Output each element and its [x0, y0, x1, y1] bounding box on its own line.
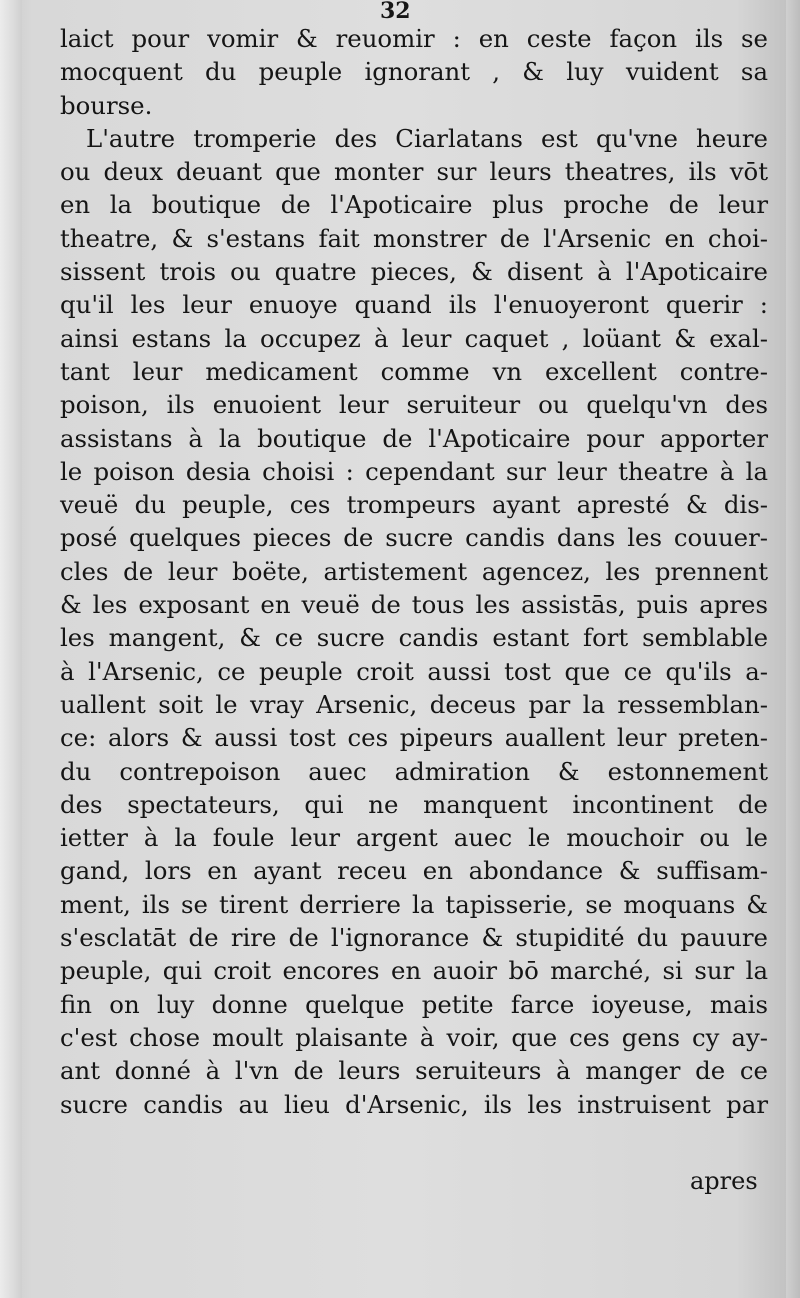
text-line: poison, ils enuoient leur seruiteur ou quelqu'vn des	[60, 390, 768, 420]
text-line: uallent soit le vray Arsenic, deceus par la ressemblan-	[60, 689, 768, 719]
text-line: ant donné à l'vn de leurs seruiteurs à manger de ce	[60, 1056, 768, 1086]
text-line: posé quelques pieces de sucre candis dans les couuer-	[60, 523, 768, 553]
body-text	[60, 22, 768, 1121]
text-line: ietter à la foule leur argent auec le mouchoir ou le	[60, 823, 768, 853]
text-line: & les exposant en veuë de tous les assistās, puis apres	[60, 590, 768, 620]
text-line: ment, ils se tirent derriere la tapisserie, se moquans &	[60, 889, 768, 919]
page-edge-shadow	[786, 0, 800, 1298]
text-line: ce: alors & aussi tost ces pipeurs auallent leur preten-	[60, 723, 768, 753]
text-line: qu'il les leur enuoye quand ils l'enuoyeront querir :	[60, 290, 768, 320]
text-line: peuple, qui croit encores en auoir bō marché, si sur la	[60, 956, 768, 986]
text-line: du contrepoison auec admiration & estonnement	[60, 756, 768, 786]
text-line: les mangent, & ce sucre candis estant fort semblable	[60, 623, 768, 653]
text-line: theatre, & s'estans fait monstrer de l'Arsenic en choi-	[60, 223, 768, 253]
text-line: mocquent du peuple ignorant , & luy vuident sa	[60, 57, 768, 87]
text-line: laict pour vomir & reuomir : en ceste façon ils se	[60, 24, 768, 53]
text-line: tant leur medicament comme vn excellent contre-	[60, 356, 768, 386]
text-line: assistans à la boutique de l'Apoticaire pour apporter	[60, 423, 768, 453]
text-line: bourse.	[60, 90, 153, 120]
text-line: c'est chose moult plaisante à voir, que ces gens cy ay-	[60, 1022, 768, 1052]
text-line: gand, lors en ayant receu en abondance & suffisam-	[60, 856, 768, 886]
text-line: ainsi estans la occupez à leur caquet , loüant & exal-	[60, 323, 768, 353]
text-line: le poison desia choisi : cependant sur leur theatre à la	[60, 456, 768, 486]
catchword: apres	[690, 1167, 758, 1195]
text-line: s'esclatāt de rire de l'ignorance & stupidité du pauure	[60, 923, 768, 953]
text-line: sissent trois ou quatre pieces, & disent à l'Apoticaire	[60, 257, 768, 287]
text-line: L'autre tromperie des Ciarlatans est qu'vne heure	[86, 123, 768, 153]
text-line: sucre candis au lieu d'Arsenic, ils les instruisent par	[60, 1089, 768, 1119]
text-line: cles de leur boëte, artistement agencez, les prennent	[60, 556, 768, 586]
text-line: fin on luy donne quelque petite farce ioyeuse, mais	[60, 989, 768, 1019]
text-line: ou deux deuant que monter sur leurs theatres, ils vōt	[60, 157, 768, 187]
page-gutter-shadow	[0, 0, 22, 1298]
text-line: veuë du peuple, ces trompeurs ayant apresté & dis-	[60, 490, 768, 520]
text-line: en la boutique de l'Apoticaire plus proche de leur	[60, 190, 768, 220]
text-line: des spectateurs, qui ne manquent incontinent de	[60, 789, 768, 819]
page-number: 32	[380, 0, 411, 24]
text-line: à l'Arsenic, ce peuple croit aussi tost que ce qu'ils a-	[60, 656, 768, 686]
